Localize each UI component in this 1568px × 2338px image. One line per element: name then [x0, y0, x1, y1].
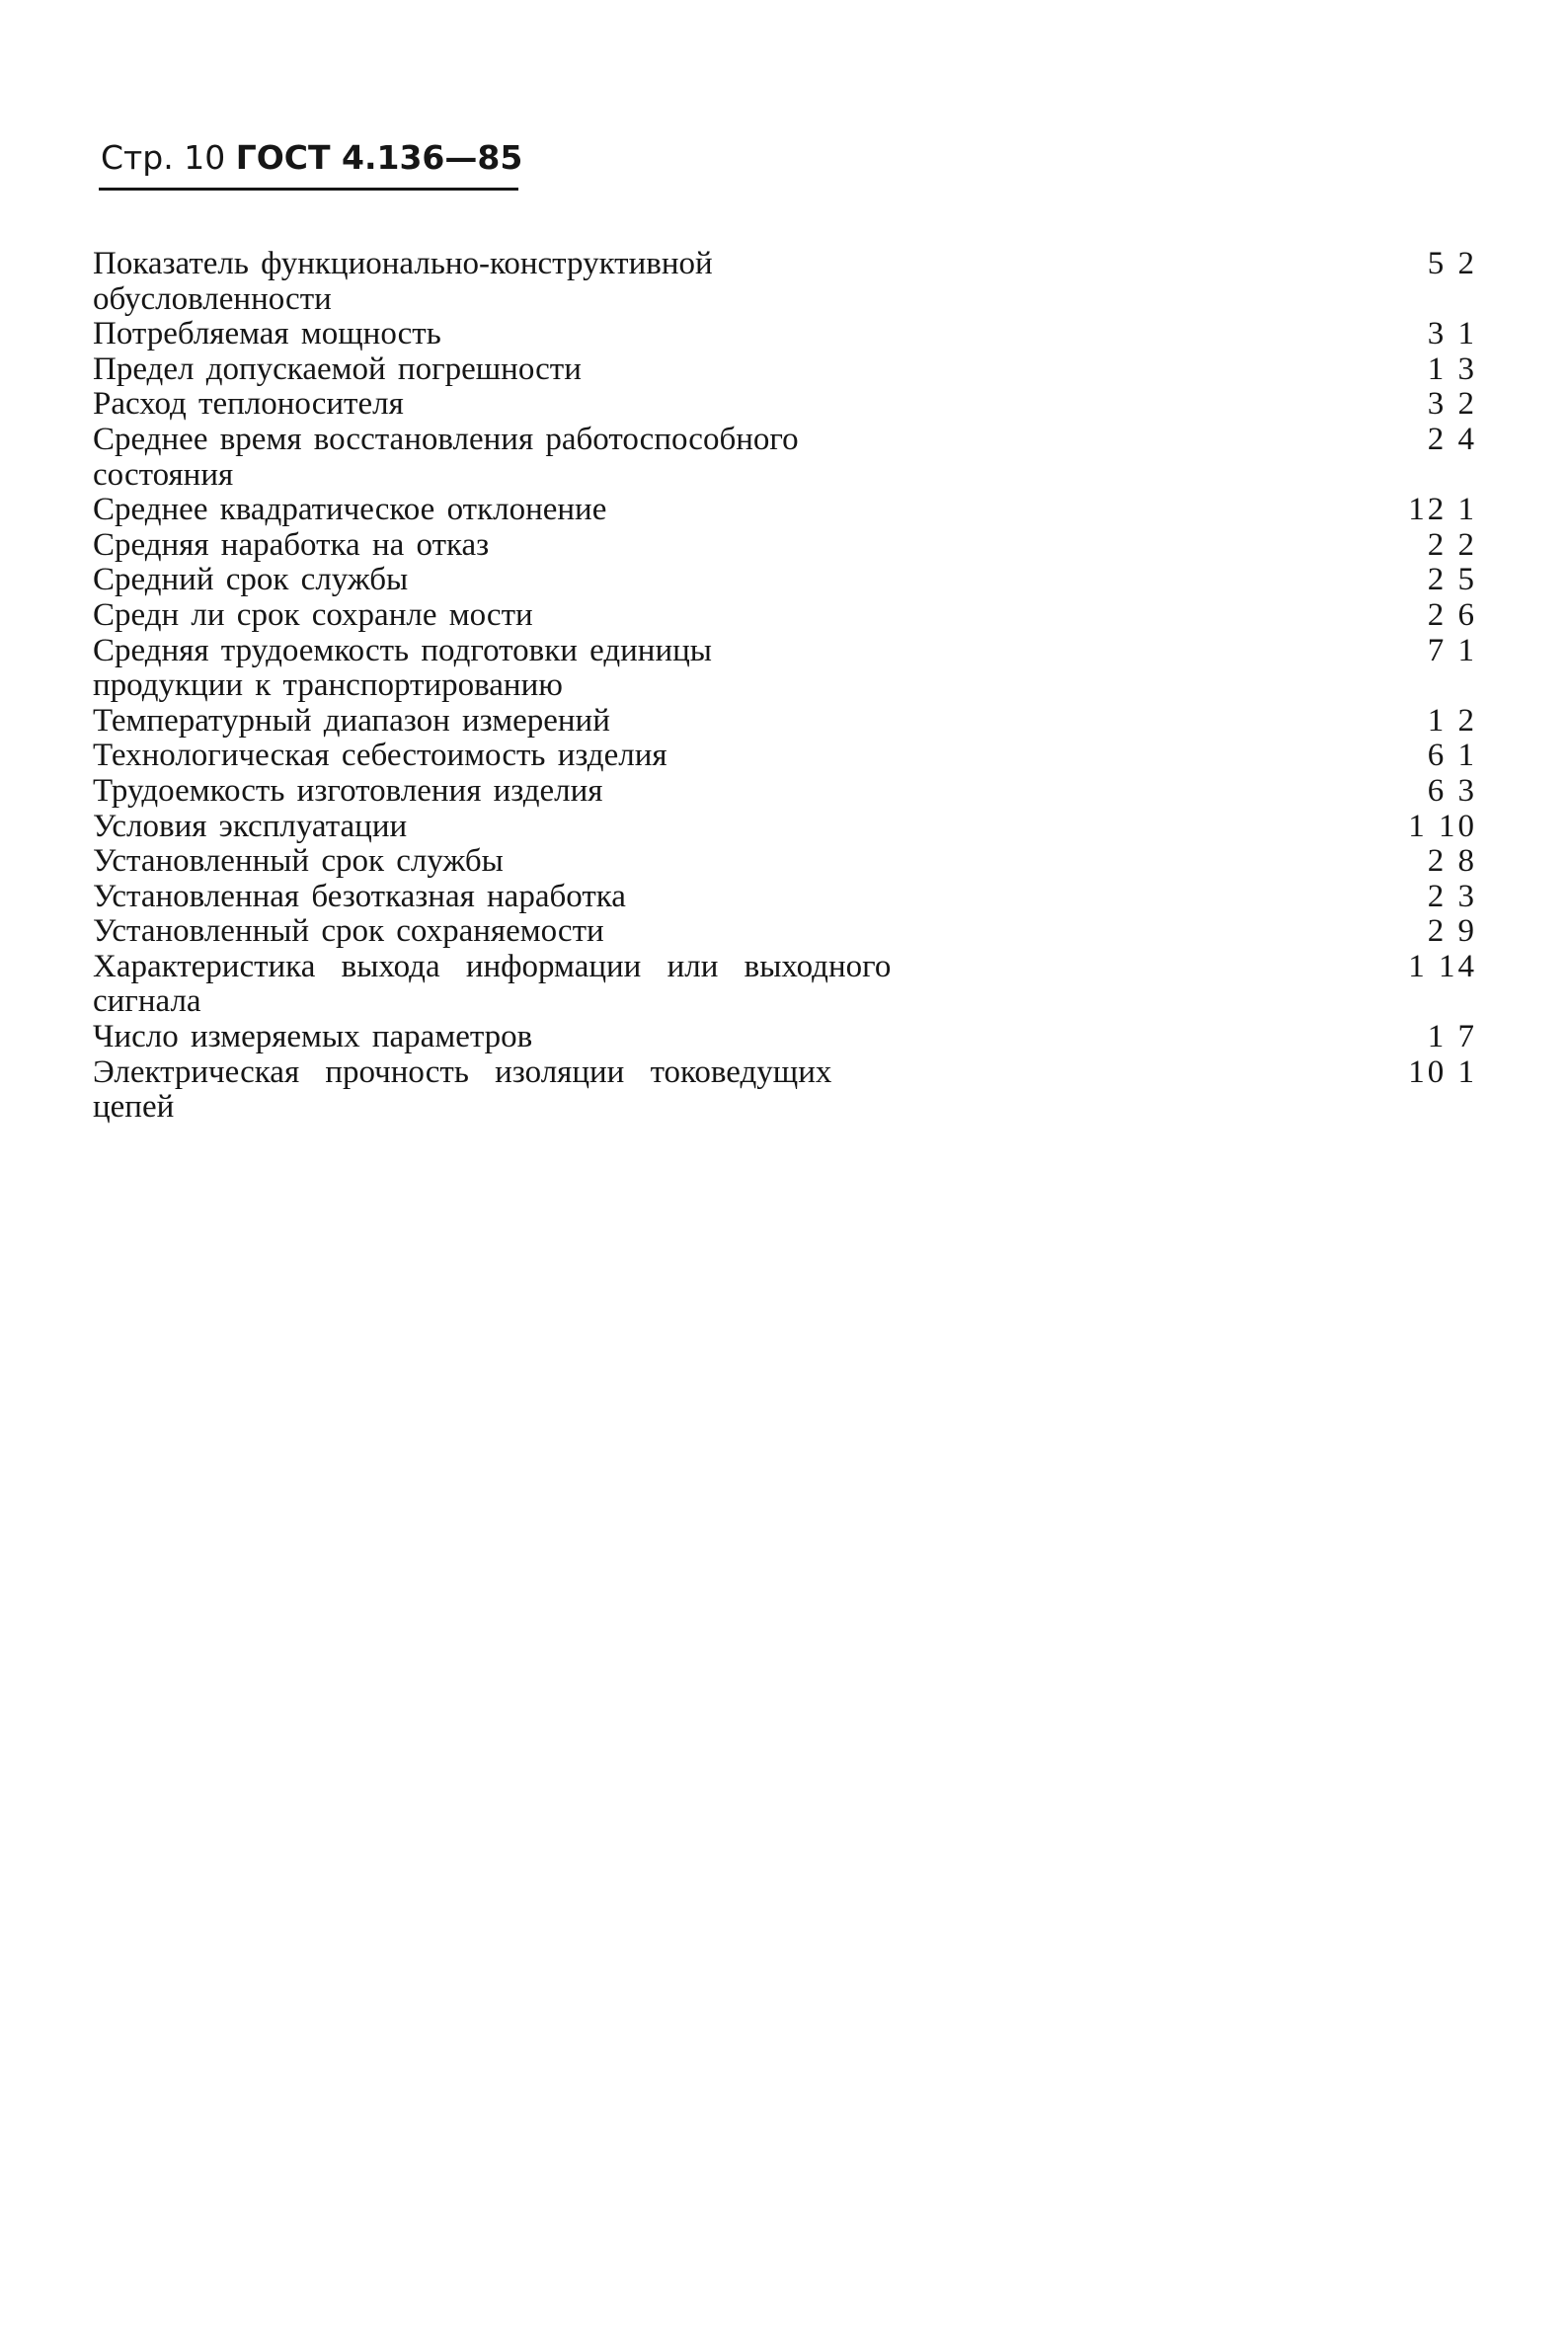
index-term: Технологическая себестоимость изделия: [93, 738, 667, 774]
index-ref: 2 4: [1427, 421, 1477, 457]
index-entry: [93, 563, 1477, 598]
header-rule: [99, 188, 518, 191]
index-entry: [93, 598, 1477, 634]
index-term: Характеристика выхода информации или выходного сигнала: [93, 948, 892, 1020]
index-ref: 1 2: [1427, 702, 1477, 739]
index-ref: 1 10: [1408, 808, 1477, 844]
index-ref: 1 14: [1408, 948, 1477, 984]
index-entry: [93, 528, 1477, 564]
index-ref: 12 1: [1408, 492, 1477, 528]
index-term: Условия эксплуатации: [93, 808, 408, 844]
index-ref: 2 9: [1427, 913, 1477, 950]
index-term: Предел допускаемой погрешности: [93, 351, 582, 387]
index-ref: 6 1: [1427, 738, 1477, 774]
index-entry: [93, 634, 1477, 704]
index-entry: [93, 774, 1477, 810]
index-entry: [93, 844, 1477, 880]
index-ref: 3 2: [1427, 386, 1477, 423]
index-term: Установленный срок службы: [93, 843, 504, 880]
index-entry: [93, 1055, 1477, 1126]
index-term: Число измеряемых параметров: [93, 1019, 533, 1055]
index-entry: [93, 880, 1477, 915]
index-entry: [93, 493, 1477, 528]
index-term: Средняя наработка на отказ: [93, 526, 490, 563]
index-term: Электрическая прочность изоляции токоведущих цепей: [93, 1053, 832, 1126]
index-term: Показатель функционально-конструктивной обусловленности: [93, 246, 713, 317]
index-ref: 3 1: [1427, 316, 1477, 352]
index-term: Среднее квадратическое отклонение: [93, 492, 607, 528]
index-ref: 7 1: [1427, 632, 1477, 668]
index-ref: 2 3: [1427, 878, 1477, 914]
subject-index: [93, 247, 1477, 1126]
standard-number: ГОСТ 4.136—85: [235, 138, 523, 177]
page-number: Стр. 10: [101, 138, 226, 177]
index-ref: 2 8: [1427, 843, 1477, 880]
index-entry: [93, 317, 1477, 352]
index-entry: [93, 352, 1477, 388]
index-ref: 2 6: [1427, 596, 1477, 633]
index-term: Температурный диапазон измерений: [93, 702, 610, 739]
page-header: [101, 138, 522, 178]
index-ref: 6 3: [1427, 772, 1477, 809]
index-term: Трудоемкость изготовления изделия: [93, 772, 603, 809]
index-term: Средний срок службы: [93, 562, 409, 598]
index-entry: [93, 950, 1477, 1020]
index-entry: [93, 387, 1477, 423]
index-ref: 5 2: [1427, 246, 1477, 281]
index-ref: 2 2: [1427, 526, 1477, 563]
index-term: Расход теплоносителя: [93, 386, 404, 423]
index-term: Потребляемая мощность: [93, 316, 441, 352]
index-term: Средняя трудоемкость подготовки единицы продукции к транспортированию: [93, 632, 712, 704]
index-term: Среднее время восстановления работоспособного состояния: [93, 421, 799, 493]
index-entry: [93, 739, 1477, 774]
index-ref: 1 3: [1427, 351, 1477, 387]
index-entry: [93, 1020, 1477, 1055]
index-entry: [93, 704, 1477, 740]
index-term: Установленный срок сохраняемости: [93, 913, 604, 950]
index-ref: 1 7: [1427, 1019, 1477, 1055]
index-entry: [93, 247, 1477, 317]
index-entry: [93, 423, 1477, 493]
index-term: Установленная безотказная наработка: [93, 878, 626, 914]
index-term: Средн ли срок сохранле мости: [93, 596, 533, 633]
index-ref: 10 1: [1408, 1053, 1477, 1090]
index-entry: [93, 914, 1477, 950]
index-entry: [93, 810, 1477, 845]
index-ref: 2 5: [1427, 562, 1477, 598]
